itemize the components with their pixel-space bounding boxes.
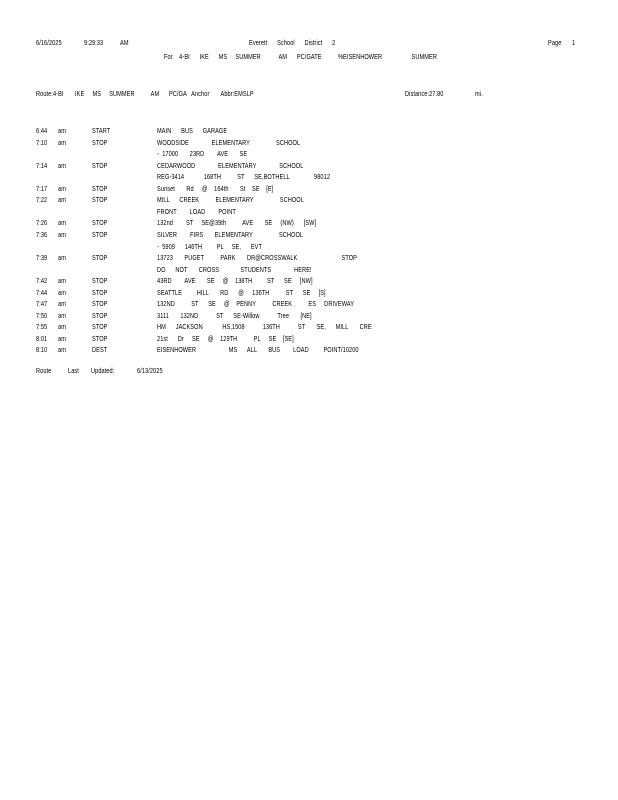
stop-type: STOP <box>92 253 108 263</box>
route-distance: Distance:27.80 <box>405 89 444 98</box>
stop-description: SEATTLE HILL RD @ 136TH ST SE [S] <box>157 287 326 297</box>
footer-route-label: Route <box>36 366 52 375</box>
stop-time: 7:14 <box>36 160 48 170</box>
stop-description: 13723 PUGET PARK DR@CROSSWALK STOP <box>157 253 357 263</box>
stop-type: START <box>92 126 111 135</box>
report-subtitle: For 4-BI IKE MS SUMMER AM PC/GATE %EISENHOWER SUMMER <box>164 52 437 61</box>
stop-description: 43RD AVE SE @ 138TH ST SE [NW] <box>157 276 313 286</box>
stop-time: 7:10 <box>36 137 48 147</box>
stop-description: 132ND ST SE @ PENNY CREEK ES DRIVEWAY <box>157 299 355 309</box>
stop-time: 7:17 <box>36 183 48 193</box>
page-label: Page <box>548 38 562 47</box>
stop-description: - 5909 146TH PL SE, EVT <box>157 241 262 251</box>
stop-time: 8:01 <box>36 333 48 343</box>
stop-description: MILL CREEK ELEMENTARY SCHOOL <box>157 195 304 205</box>
stop-type: STOP <box>92 287 108 297</box>
stop-time: 7:36 <box>36 229 48 239</box>
stop-type: STOP <box>92 276 108 286</box>
stop-time: 7:26 <box>36 218 48 228</box>
stop-time: 7:47 <box>36 299 48 309</box>
stop-type: STOP <box>92 229 108 239</box>
footer-updated-label: Updated: <box>91 366 115 375</box>
stop-description: 21st Dr SE @ 129TH PL SE [SE] <box>157 333 294 343</box>
route-line: Route:4-BI IKE MS SUMMER AM PC/GA Anchor Abbr:EMSLP <box>36 89 254 98</box>
stop-ampm: am <box>58 195 66 205</box>
stop-type: STOP <box>92 333 108 343</box>
stop-type: STOP <box>92 183 108 193</box>
stop-type: STOP <box>92 218 108 228</box>
stop-description: EISENHOWER MS ALL BUS LOAD POINT/10200 <box>157 345 359 355</box>
stop-ampm: am <box>58 253 66 263</box>
stop-time: 7:44 <box>36 287 48 297</box>
stop-ampm: am <box>58 287 66 297</box>
stop-description: HM JACKSON HS,1508 136TH ST SE, MILL CRE <box>157 322 372 332</box>
stop-type: STOP <box>92 160 108 170</box>
stop-ampm: am <box>58 310 66 320</box>
stop-time: 7:50 <box>36 310 48 320</box>
stop-type: STOP <box>92 137 108 147</box>
page-number: 1 <box>572 38 576 47</box>
stop-description: REG-3414 168TH ST SE,BOTHELL 98012 <box>157 172 331 182</box>
stop-type: STOP <box>92 310 108 320</box>
stop-time: 8:10 <box>36 345 48 355</box>
stop-ampm: am <box>58 229 66 239</box>
stop-ampm: am <box>58 126 66 135</box>
stop-description: 3111 132ND ST SE-Willow Tree [NE] <box>157 310 312 320</box>
stop-description: CEDARWOOD ELEMENTARY SCHOOL <box>157 160 304 170</box>
stop-description: 132nd ST SE@39th AVE SE (NW) [SW] <box>157 218 317 228</box>
stop-ampm: am <box>58 137 66 147</box>
report-date: 6/16/2025 <box>36 38 62 47</box>
stop-ampm: am <box>58 160 66 170</box>
stop-time: 7:39 <box>36 253 48 263</box>
stop-ampm: am <box>58 218 66 228</box>
footer-last-label: Last <box>68 366 79 375</box>
distance-unit: mi. <box>475 89 483 98</box>
stop-time: 6:44 <box>36 126 48 135</box>
stop-ampm: am <box>58 333 66 343</box>
stop-ampm: am <box>58 183 66 193</box>
district-title: Everett School District 2 <box>249 38 336 47</box>
stop-description: SILVER FIRS ELEMENTARY SCHOOL <box>157 229 304 239</box>
stop-time: 7:42 <box>36 276 48 286</box>
stop-description: FRONT LOAD POINT <box>157 206 236 216</box>
stop-type: DEST <box>92 345 108 355</box>
stop-description: MAIN BUS GARAGE <box>157 126 228 135</box>
stop-description: DO NOT CROSS STUDENTS HERE! <box>157 264 312 274</box>
stop-description: WOODSIDE ELEMENTARY SCHOOL <box>157 137 301 147</box>
stop-ampm: am <box>58 322 66 332</box>
stop-ampm: am <box>58 276 66 286</box>
stop-description: - 17000 23RD AVE SE <box>157 149 248 159</box>
report-ampm: AM <box>120 38 129 47</box>
report-time: 9:29:33 <box>84 38 104 47</box>
footer-updated-date: 6/13/2025 <box>137 366 163 375</box>
stop-time: 7:22 <box>36 195 48 205</box>
stop-description: Sunset Rd @ 164th St SE [E] <box>157 183 274 193</box>
stop-time: 7:55 <box>36 322 48 332</box>
stop-ampm: am <box>58 345 66 355</box>
stop-ampm: am <box>58 299 66 309</box>
stop-type: STOP <box>92 322 108 332</box>
stop-type: STOP <box>92 195 108 205</box>
stop-type: STOP <box>92 299 108 309</box>
